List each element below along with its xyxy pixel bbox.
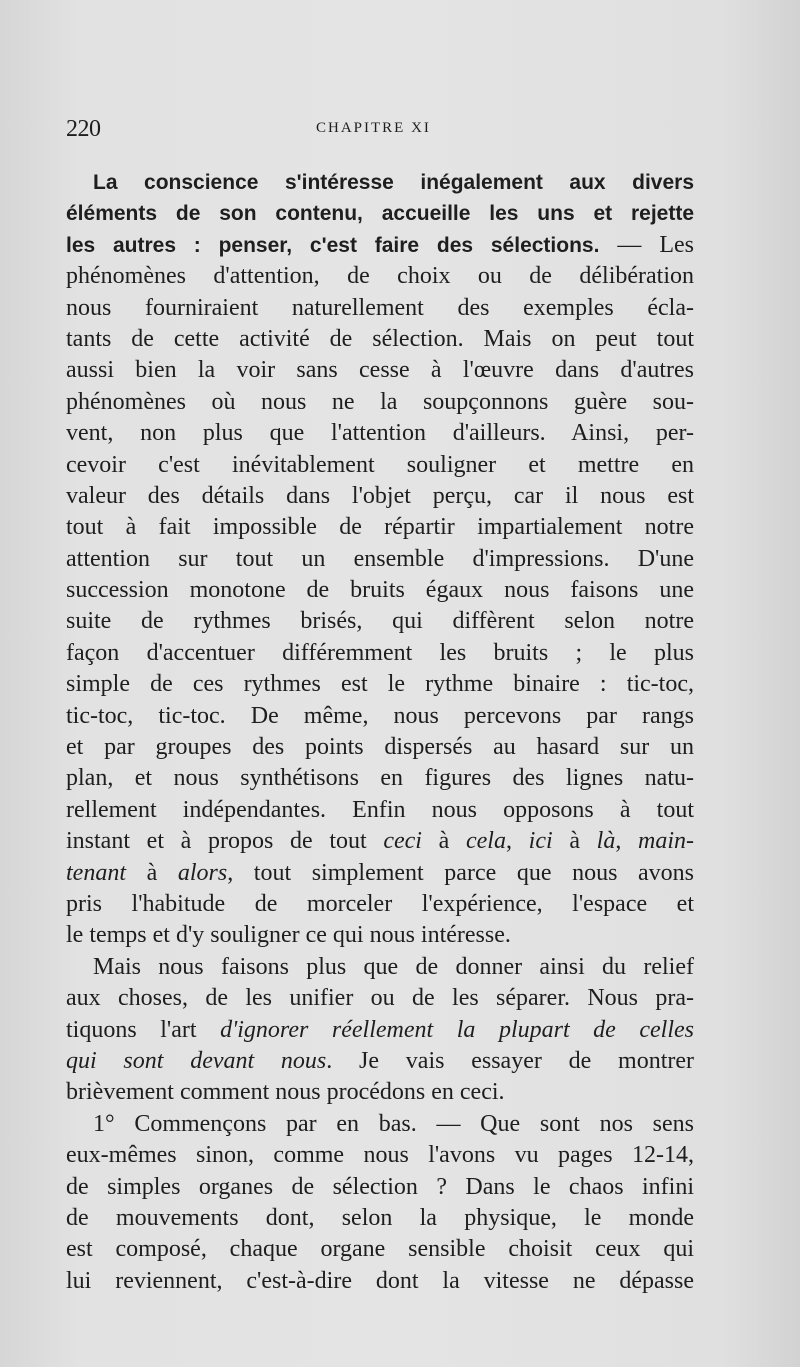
text-line: valeur des détails dans l'objet perçu, car il nous est	[66, 482, 694, 509]
text-line: de mouvements dont, selon la physique, le monde	[66, 1204, 694, 1231]
text-line: instant et à propos de tout ceci à cela, ici à là, main-	[66, 828, 695, 855]
text-line: tout à fait impossible de répartir impartialement notre	[66, 514, 694, 541]
text-line: phénomènes d'attention, de choix ou de délibération	[66, 263, 694, 290]
text-line: Mais nous faisons plus que de donner ainsi du relief	[93, 953, 694, 980]
text-line: tic-toc, tic-toc. De même, nous percevons par rangs	[66, 702, 694, 729]
text-line: nous fourniraient naturellement des exemples écla-	[66, 294, 694, 321]
text-line: rellement indépendantes. Enfin nous opposons à tout	[66, 796, 694, 823]
text-line: de simples organes de sélection ? Dans le chaos infini	[66, 1173, 694, 1200]
page-body	[66, 167, 694, 1297]
text-line: façon d'accentuer différemment les bruits ; le plus	[66, 639, 694, 666]
text-line: cevoir c'est inévitablement souligner et mettre en	[66, 451, 694, 478]
text-line: est composé, chaque organe sensible choisit ceux qui	[66, 1236, 694, 1263]
text-line: le temps et d'y souligner ce qui nous intéresse.	[66, 922, 511, 949]
text-line: éléments de son contenu, accueille les uns et rejette	[66, 202, 694, 226]
text-line: les autres : penser, c'est faire des sélections. — Les	[66, 231, 695, 258]
text-line: succession monotone de bruits égaux nous faisons une	[66, 577, 694, 604]
chapter-title: CHAPITRE XI	[316, 120, 431, 136]
text-line: simple de ces rythmes est le rythme binaire : tic-toc,	[66, 671, 694, 698]
text-line: qui sont devant nous. Je vais essayer de montrer	[66, 1047, 694, 1074]
text-line: plan, et nous synthétisons en figures des lignes natu-	[66, 765, 694, 792]
text-line: La conscience s'intéresse inégalement aux divers	[93, 171, 694, 194]
text-line: 1° Commençons par en bas. — Que sont nos sens	[93, 1110, 694, 1137]
text-line: phénomènes où nous ne la soupçonnons guère sou-	[66, 388, 694, 415]
text-line: tants de cette activité de sélection. Mais on peut tout	[66, 325, 694, 352]
text-line: attention sur tout un ensemble d'impressions. D'une	[66, 545, 694, 572]
text-line: eux-mêmes sinon, comme nous l'avons vu pages 12-14,	[66, 1142, 694, 1169]
text-line: vent, non plus que l'attention d'ailleurs. Ainsi, per-	[66, 420, 694, 447]
text-line: brièvement comment nous procédons en ceci.	[66, 1079, 505, 1106]
text-line: pris l'habitude de morceler l'expérience, l'espace et	[66, 890, 694, 917]
text-line: suite de rythmes brisés, qui diffèrent selon notre	[66, 608, 694, 635]
text-line: et par groupes des points dispersés au hasard sur un	[66, 734, 694, 761]
page-number: 220	[66, 116, 101, 142]
text-line: aussi bien la voir sans cesse à l'œuvre dans d'autres	[66, 357, 694, 384]
page-header	[66, 116, 694, 140]
text-line: aux choses, de les unifier ou de les séparer. Nous pra-	[66, 985, 694, 1012]
text-line: lui reviennent, c'est-à-dire dont la vitesse ne dépasse	[66, 1267, 694, 1294]
text-line: tiquons l'art d'ignorer réellement la plupart de celles	[66, 1016, 695, 1043]
text-line: tenant à alors, tout simplement parce que nous avons	[66, 859, 694, 886]
